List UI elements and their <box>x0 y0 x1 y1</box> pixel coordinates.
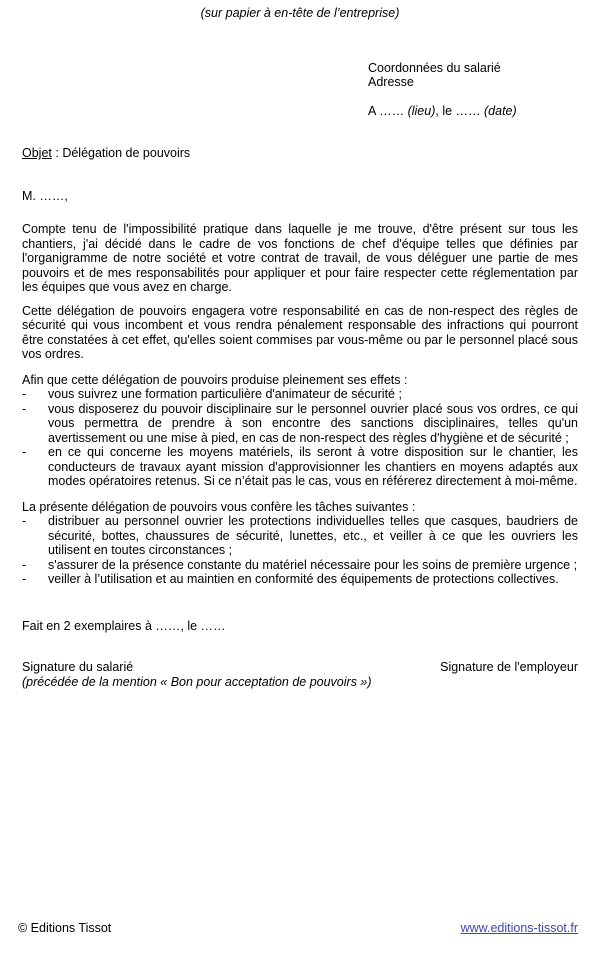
list-item <box>22 445 578 489</box>
recipient-name: Coordonnées du salarié <box>368 60 501 75</box>
list-item <box>22 387 578 402</box>
dash-bullet: - <box>22 514 27 528</box>
dash-bullet: - <box>22 387 27 401</box>
place-date-middle: , le …… <box>435 103 485 118</box>
employee-signature-note: (précédée de la mention « Bon pour acceptation de pouvoirs ») <box>22 674 372 689</box>
copyright-text: © Editions Tissot <box>18 920 112 935</box>
list-item-text: s'assurer de la présence constante du matériel nécessaire pour les soins de première urgence ; <box>48 557 578 572</box>
subject-label: Objet <box>22 146 52 160</box>
dash-bullet: - <box>22 572 27 586</box>
list-item <box>22 402 578 446</box>
dash-bullet: - <box>22 401 27 416</box>
employee-signature-label: Signature du salarié <box>22 660 134 674</box>
list-item-text: veiller à l’utilisation et au maintien en conformité des équipements de protections collectives. <box>48 572 559 586</box>
subject-value: Délégation de pouvoirs <box>62 146 191 160</box>
paragraph-responsibility: Cette délégation de pouvoirs engagera votre responsabilité en cas de non-respect des règles de sécurité qui vous incombent et vous rendra pénalement responsable des infractions qui pourront être constatées à cet effet, qu'elles soient commises par vous-même ou par le personnel placé sous vos ordres. <box>22 303 578 361</box>
list-item <box>22 514 578 558</box>
recipient-address: Adresse <box>368 75 414 89</box>
salutation: M. ……, <box>22 188 68 203</box>
recipient-block <box>368 61 578 90</box>
page-footer <box>18 921 578 936</box>
list-item-text: distribuer au personnel ouvrier les protections individuelles telles que casques, baudriers de sécurité, bottes, chaussures de sécurité, lunettes, etc., et veiller à ce que les ouvriers les utilisent en toutes circonstances ; <box>48 514 578 557</box>
employee-signature-block <box>22 660 372 689</box>
list-item-text: vous disposerez du pouvoir disciplinaire sur le personnel ouvrier placé sous vos ordres, ce qui vous permettra de prendre à son encontre des sanctions disciplinaires, telles qu'un avertissement ou une mise à pied, en cas de non-respect des règles d'hygiène et de sécurité ; <box>48 401 578 445</box>
place-date-line <box>368 104 578 119</box>
list-item-text: vous suivrez une formation particulière d'animateur de sécurité ; <box>48 387 402 401</box>
closing-line: Fait en 2 exemplaires à ……, le …… <box>22 618 226 633</box>
subject-line <box>22 146 578 161</box>
place-date-prefix: A …… <box>368 103 408 118</box>
paragraph-context: Compte tenu de l'impossibilité pratique dans laquelle je me trouve, d'être présent sur tous les chantiers, j'ai décidé dans le cadre de vos fonctions de chef d'équipe telles que définies par l'organigramme de notre société et votre contrat de travail, de vous déléguer une partie de mes pouvoirs et de mes responsabilités pour appliquer et pour faire respecter cette réglementation par les équipes que vous avez en charge. <box>22 222 578 294</box>
employer-signature-label: Signature de l'employeur <box>440 660 578 674</box>
editions-tissot-link[interactable]: www.editions-tissot.fr <box>460 920 578 935</box>
list2-intro: La présente délégation de pouvoirs vous confère les tâches suivantes : <box>22 499 416 514</box>
list-item-text: en ce qui concerne les moyens matériels, ils seront à votre disposition sur le chantier, les conducteurs de travaux ayant mission d'approvisionner les chantiers en moyens adaptés aux modes opératoires retenus. Si ce n’était pas le cas, vous en référerez directement à moi-même. <box>48 445 578 488</box>
place-date-lieu: (lieu) <box>407 103 436 118</box>
place-date-date: (date) <box>484 103 517 118</box>
list-item <box>22 558 578 573</box>
dash-bullet: - <box>22 445 27 459</box>
dash-bullet: - <box>22 557 27 572</box>
header-note: (sur papier à en-tête de l’entreprise) <box>200 6 400 20</box>
signature-block <box>22 660 578 689</box>
list1-intro: Afin que cette délégation de pouvoirs produise pleinement ses effets : <box>22 372 408 387</box>
list-item <box>22 572 578 587</box>
subject-separator: : <box>51 146 63 160</box>
